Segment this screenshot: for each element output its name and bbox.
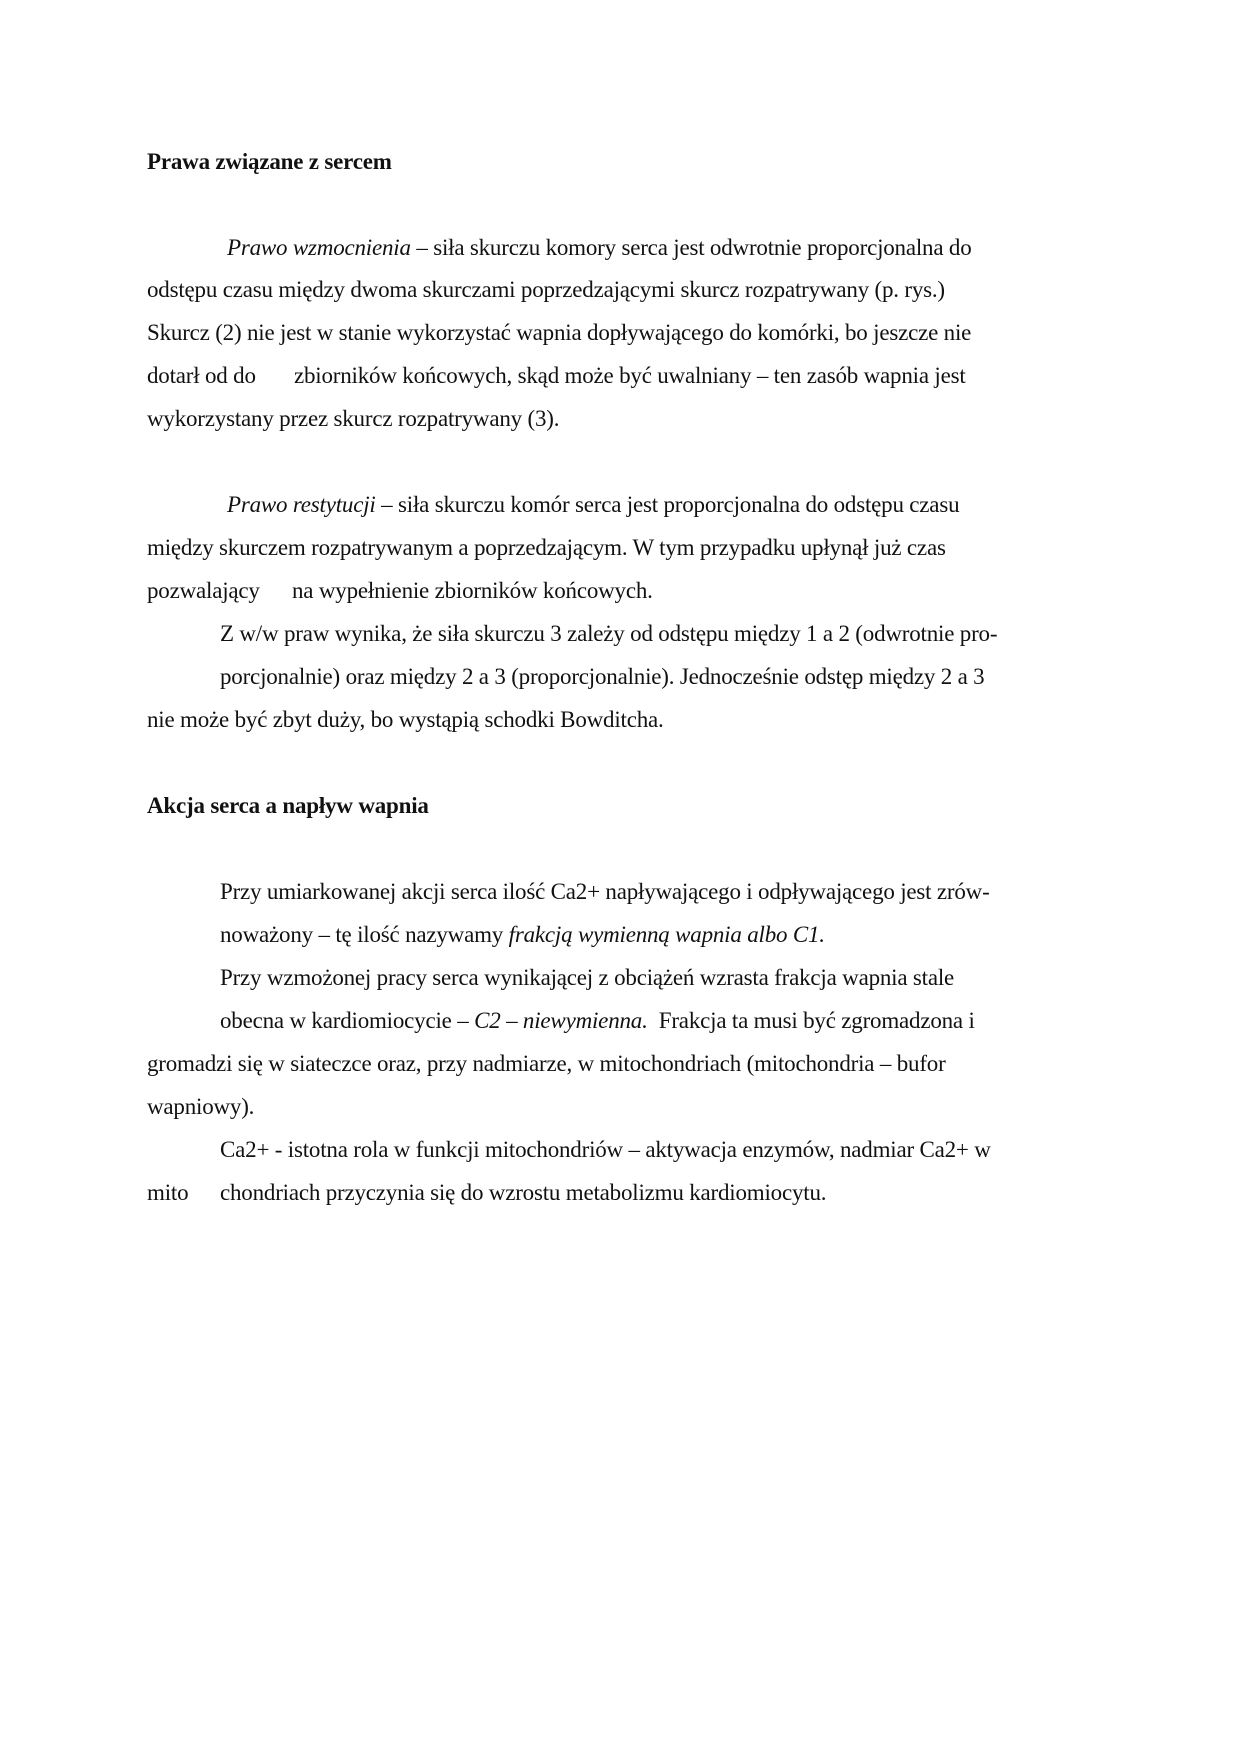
paragraph-line: wykorzystany przez skurcz rozpatrywany (3). (147, 406, 560, 431)
paragraph-line (147, 576, 653, 606)
paragraph-line: Przy umiarkowanej akcji serca ilość Ca2+ napływającego i odpływającego jest zrów- (220, 879, 990, 904)
paragraph-line (220, 1006, 975, 1036)
text-span: – siła skurczu komór serca jest proporcjonalna do odstępu czasu (375, 492, 960, 517)
text-span: zbiorników końcowych, skąd może być uwalniany – ten zasób wapnia jest (294, 363, 966, 388)
paragraph-line: Skurcz (2) nie jest w stanie wykorzystać wapnia dopływającego do komórki, bo jeszcze nie (147, 320, 972, 345)
paragraph-line (227, 233, 972, 263)
section-heading-calcium: Akcja serca a napływ wapnia (147, 793, 429, 818)
paragraph-line (227, 490, 959, 520)
text-span: Frakcja ta musi być zgromadzona i (647, 1008, 975, 1033)
paragraph-line (147, 361, 966, 391)
text-span: mito (147, 1180, 189, 1205)
text-span: dotarł od do (147, 363, 256, 388)
term-label: Prawo restytucji (227, 492, 376, 517)
paragraph-line (220, 920, 825, 950)
term-label: frakcją wymienną wapnia albo C1. (508, 922, 825, 947)
section-heading-laws: Prawa związane z sercem (147, 149, 392, 174)
term-label: C2 – niewymienna. (474, 1008, 648, 1033)
text-span: chondriach przyczynia się do wzrostu metabolizmu kardiomiocytu. (220, 1180, 827, 1205)
paragraph-line: wapniowy). (147, 1094, 255, 1119)
paragraph-line: między skurczem rozpatrywanym a poprzedzającym. W tym przypadku upłynął już czas (147, 535, 946, 560)
paragraph-line: gromadzi się w siateczce oraz, przy nadmiarze, w mitochondriach (mitochondria – bufor (147, 1051, 946, 1076)
text-span: na wypełnienie zbiorników końcowych. (292, 578, 653, 603)
text-span: noważony – tę ilość nazywamy (220, 922, 509, 947)
paragraph-line: Przy wzmożonej pracy serca wynikającej z obciążeń wzrasta frakcja wapnia stale (220, 965, 955, 990)
term-label: Prawo wzmocnienia (227, 235, 411, 260)
text-span: – siła skurczu komory serca jest odwrotnie proporcjonalna do (410, 235, 972, 260)
paragraph-line: odstępu czasu między dwoma skurczami poprzedzającymi skurcz rozpatrywany (p. rys.) (147, 277, 945, 302)
text-span: obecna w kardiomiocycie – (220, 1008, 475, 1033)
text-span: pozwalający (147, 578, 260, 603)
paragraph-line: porcjonalnie) oraz między 2 a 3 (proporcjonalnie). Jednocześnie odstęp między 2 a 3 (220, 664, 985, 689)
paragraph-line: Ca2+ - istotna rola w funkcji mitochondriów – aktywacja enzymów, nadmiar Ca2+ w (220, 1137, 991, 1162)
paragraph-line: nie może być zbyt duży, bo wystąpią schodki Bowditcha. (147, 707, 664, 732)
paragraph-line (147, 1178, 827, 1208)
paragraph-line: Z w/w praw wynika, że siła skurczu 3 zależy od odstępu między 1 a 2 (odwrotnie pro- (220, 621, 998, 646)
